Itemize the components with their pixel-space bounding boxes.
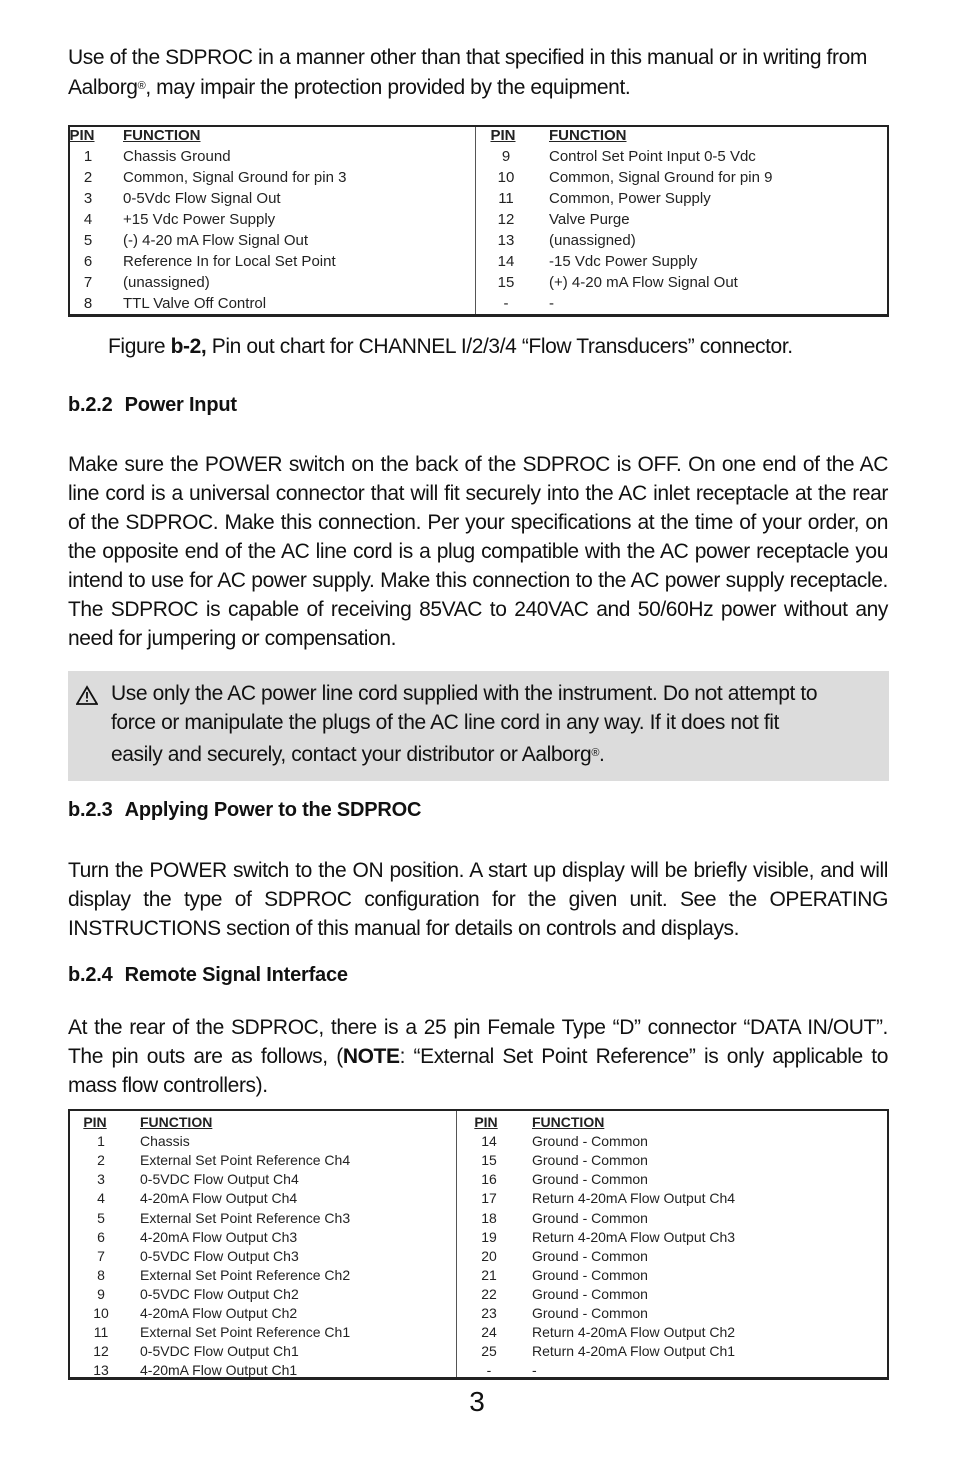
pin-number: 4 — [83, 211, 93, 228]
pin-number: 7 — [97, 1247, 105, 1264]
column-header-function: FUNCTION — [532, 1114, 605, 1130]
pin-function: Ground - Common — [532, 1152, 648, 1169]
table-row — [70, 1286, 887, 1307]
pin-function: (-) 4-20 mA Flow Signal Out — [123, 232, 309, 249]
pin-function: 4-20mA Flow Output Ch1 — [140, 1362, 298, 1379]
pin-function: TTL Valve Off Control — [123, 295, 267, 312]
warning-line-text: easily and securely, contact your distributor or Aalborg — [111, 743, 592, 766]
table-header-row — [70, 127, 887, 148]
pin-function: 0-5VDC Flow Output Ch3 — [140, 1247, 299, 1264]
warning-line-end: . — [599, 743, 605, 766]
table-row — [70, 295, 887, 316]
pin-function: 4-20mA Flow Output Ch3 — [140, 1228, 298, 1245]
pin-function: External Set Point Reference Ch1 — [140, 1324, 351, 1341]
warning-text — [111, 679, 891, 769]
pin-function: Common, Signal Ground for pin 3 — [123, 169, 347, 186]
table-header-row — [70, 1114, 887, 1135]
pin-function: 0-5VDC Flow Output Ch2 — [140, 1285, 299, 1302]
pin-number: 1 — [97, 1133, 105, 1150]
pin-function: 4-20mA Flow Output Ch2 — [140, 1305, 298, 1321]
table-row — [70, 1190, 887, 1211]
caption-label: b-2, — [170, 335, 207, 358]
pin-function: Return 4-20mA Flow Output Ch3 — [532, 1228, 736, 1245]
pin-number: 8 — [97, 1266, 105, 1283]
pin-number: 8 — [83, 295, 93, 312]
pin-number: 4 — [97, 1190, 105, 1207]
pin-function: 4-20mA Flow Output Ch4 — [140, 1190, 298, 1207]
table-row — [70, 1267, 887, 1288]
registered-mark: ® — [137, 80, 146, 92]
pin-function: Ground - Common — [532, 1285, 648, 1302]
pin-number: 15 — [497, 274, 515, 291]
pin-number: 5 — [83, 232, 93, 249]
power-input-paragraph: Make sure the POWER switch on the back of the SDPROC is OFF. On one end of the AC line cord is a universal connector that will fit securely into the AC inlet receptacle at the rear of the SDPROC. Make this connection. Per your specifications at the time of your order, on the opposite end of the AC line cord is a plug compatible with the AC power receptacle you intend to use for AC power supply. Make this connection to the AC power supply receptacle. The SDPROC is capable of receiving 85VAC to 240VAC and 50/60Hz power without any need for jumpering or compensation. — [68, 453, 888, 650]
warning-line — [111, 739, 891, 769]
pin-function: Return 4-20mA Flow Output Ch4 — [532, 1190, 736, 1207]
column-header-function: FUNCTION — [549, 127, 627, 144]
column-header-pin: PIN — [474, 1114, 498, 1130]
pin-function: Ground - Common — [532, 1171, 648, 1188]
pin-function: - — [532, 1362, 537, 1379]
pin-function: Ground - Common — [532, 1305, 648, 1321]
section-heading-remote-signal — [68, 964, 348, 987]
pin-function: 0-5VDC Flow Output Ch1 — [140, 1343, 299, 1360]
pin-function: (+) 4-20 mA Flow Signal Out — [549, 274, 738, 291]
intro-text-rest: , may impair the protection provided by the equipment. — [145, 76, 631, 99]
warning-line: force or manipulate the plugs of the AC line cord in any way. If it does not fit — [111, 711, 779, 734]
pin-number: 11 — [93, 1324, 109, 1341]
section-title: Power Input — [124, 394, 237, 416]
pin-function: Control Set Point Input 0-5 Vdc — [549, 148, 756, 165]
column-header-pin: PIN — [83, 1114, 107, 1130]
pin-number: 7 — [83, 274, 93, 291]
table-row — [70, 1133, 887, 1154]
registered-mark: ® — [591, 747, 600, 759]
table-row — [70, 148, 887, 169]
pin-number: 1 — [83, 148, 93, 165]
pin-function: Common, Power Supply — [549, 190, 711, 207]
pin-function: Ground - Common — [532, 1266, 648, 1283]
caption-prefix: Figure — [108, 335, 171, 358]
pin-number: 6 — [97, 1228, 105, 1245]
table-row — [70, 1324, 887, 1345]
pin-number: 12 — [93, 1343, 109, 1360]
note-label: NOTE — [342, 1045, 400, 1068]
pinout-table-flow-transducers — [68, 125, 889, 317]
pin-function: 0-5VDC Flow Output Ch4 — [140, 1171, 299, 1188]
pin-function: Ground - Common — [532, 1209, 648, 1226]
pin-function: - — [549, 295, 554, 312]
column-header-pin: PIN — [69, 127, 95, 144]
remote-text-rest: : “External Set Point Reference” is only applicable to mass flow controllers). — [68, 1045, 889, 1097]
section-number: b.2.4 — [68, 964, 113, 986]
pin-number: 18 — [481, 1209, 497, 1226]
pin-number: 10 — [497, 169, 515, 186]
pin-function: Valve Purge — [549, 211, 630, 228]
pin-function: (unassigned) — [549, 232, 636, 249]
table-row — [70, 232, 887, 253]
pin-function: Ground - Common — [532, 1247, 648, 1264]
section-title: Remote Signal Interface — [124, 964, 348, 986]
pin-function: -15 Vdc Power Supply — [549, 253, 698, 270]
pin-number: 12 — [497, 211, 515, 228]
intro-text: Use of the SDPROC in a manner other than that specified in this manual or in writing from Aalborg — [68, 46, 867, 99]
pin-number: 9 — [97, 1285, 105, 1302]
pin-number: 10 — [93, 1305, 109, 1321]
pin-number: 3 — [83, 190, 93, 207]
pin-function: Chassis Ground — [123, 148, 231, 165]
table-row — [70, 1210, 887, 1231]
pin-function: +15 Vdc Power Supply — [123, 211, 276, 228]
pin-number: 5 — [97, 1209, 105, 1226]
pin-number: 13 — [497, 232, 515, 249]
pin-number: 11 — [498, 190, 514, 207]
pin-number: 25 — [481, 1343, 497, 1360]
table-row — [70, 274, 887, 295]
pin-number: 22 — [481, 1285, 497, 1302]
section-number: b.2.2 — [68, 394, 113, 416]
table-row — [70, 1229, 887, 1250]
pin-number: 23 — [481, 1305, 497, 1321]
pin-number: 17 — [481, 1190, 497, 1207]
pin-function: External Set Point Reference Ch2 — [140, 1266, 351, 1283]
table-row — [70, 1152, 887, 1173]
table-row — [70, 190, 887, 211]
pin-number: 19 — [481, 1228, 497, 1245]
pin-number: 14 — [481, 1133, 497, 1150]
column-header-pin: PIN — [490, 127, 516, 144]
pin-number: 16 — [481, 1171, 497, 1188]
table-row — [70, 1362, 887, 1383]
pin-number: 2 — [83, 169, 93, 186]
section-number: b.2.3 — [68, 799, 113, 821]
pin-function: Chassis — [140, 1133, 190, 1150]
table-row — [70, 169, 887, 190]
pin-function: External Set Point Reference Ch3 — [140, 1209, 351, 1226]
remote-signal-paragraph — [68, 1013, 888, 1100]
table-row — [70, 1248, 887, 1269]
pin-function: (unassigned) — [123, 274, 210, 291]
table-row — [70, 211, 887, 232]
pin-number: 14 — [497, 253, 515, 270]
pin-number: 3 — [97, 1171, 105, 1188]
pin-number: 21 — [481, 1266, 497, 1283]
pin-number: 2 — [97, 1152, 105, 1169]
pin-number: 15 — [481, 1152, 497, 1169]
section-heading-power-input — [68, 394, 237, 417]
table-row — [70, 253, 887, 274]
table-row — [70, 1305, 887, 1326]
pin-number: - — [503, 295, 509, 312]
pin-number: 24 — [481, 1324, 497, 1341]
table-row — [70, 1171, 887, 1192]
remote-text: At the rear of the SDPROC, there is a 25 pin Female Type “D” connector “DATA IN/OUT”. The pin outs are as follows, ( — [68, 1016, 888, 1068]
caption-text: Pin out chart for CHANNEL I/2/3/4 “Flow Transducers” connector. — [206, 335, 793, 358]
figure-caption — [108, 335, 793, 359]
column-header-function: FUNCTION — [140, 1114, 213, 1130]
pin-number: - — [486, 1362, 492, 1379]
pin-number: 6 — [83, 253, 93, 270]
pin-function: Return 4-20mA Flow Output Ch1 — [532, 1343, 736, 1360]
warning-box — [68, 671, 889, 781]
pin-function: 0-5Vdc Flow Signal Out — [123, 190, 281, 207]
warning-line: Use only the AC power line cord supplied with the instrument. Do not attempt to — [111, 682, 818, 705]
pin-function: Common, Signal Ground for pin 9 — [549, 169, 773, 186]
page-number: 3 — [469, 1386, 485, 1417]
pin-function: Return 4-20mA Flow Output Ch2 — [532, 1324, 736, 1341]
warning-triangle-icon — [76, 685, 98, 705]
pin-number: 20 — [481, 1247, 497, 1264]
pin-function: Reference In for Local Set Point — [123, 253, 336, 270]
pin-number: 13 — [93, 1362, 109, 1379]
section-title: Applying Power to the SDPROC — [124, 799, 422, 821]
pinout-table-data-in-out — [68, 1109, 889, 1380]
column-header-function: FUNCTION — [123, 127, 201, 144]
pin-function: External Set Point Reference Ch4 — [140, 1152, 351, 1169]
pin-function: Ground - Common — [532, 1133, 648, 1150]
applying-power-paragraph: Turn the POWER switch to the ON position. A start up display will be briefly visible, and will display the type of SDPROC configuration for the given unit. See the OPERATING INSTRUCTIONS section of this manual for details on controls and displays. — [68, 859, 888, 940]
intro-paragraph — [68, 43, 888, 102]
section-heading-applying-power — [68, 799, 421, 822]
table-row — [70, 1343, 887, 1364]
pin-number: 9 — [501, 148, 511, 165]
